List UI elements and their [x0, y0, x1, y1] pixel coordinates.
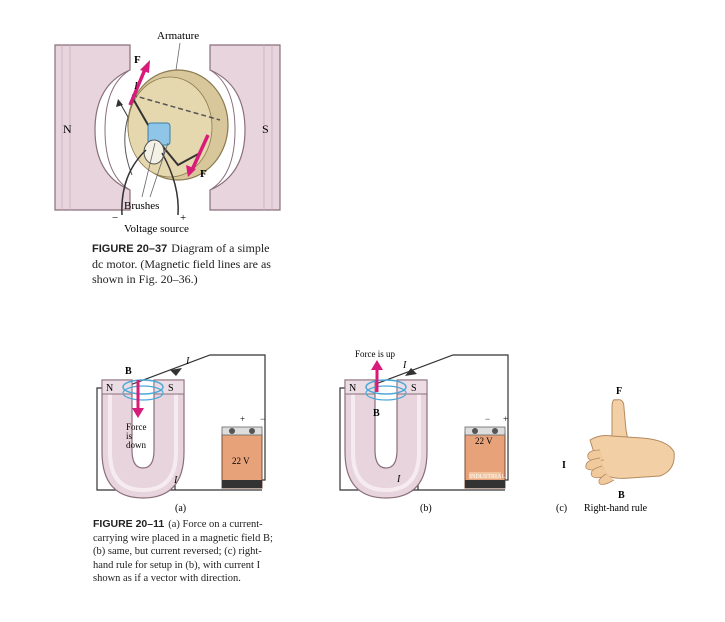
figure-20-37-caption — [92, 241, 282, 287]
minus-terminal: − — [112, 212, 119, 224]
caption-text: Diagram of a simple dc motor. (Magnetic field lines are as shown in Fig. 20–36.) — [92, 241, 271, 286]
north-label-a: N — [106, 383, 114, 394]
current-label-a-top: I — [186, 356, 190, 367]
battery-voltage-a: 22 V — [232, 456, 250, 466]
right-hand-rule-title: Right-hand rule — [584, 503, 648, 514]
current-label-b-bottom: I — [397, 474, 401, 485]
north-pole-label: N — [63, 122, 72, 136]
plus-terminal: + — [180, 212, 187, 224]
b-label-b: B — [373, 408, 380, 419]
north-label-b: N — [349, 383, 357, 394]
south-label-b: S — [411, 383, 417, 394]
force-label-bottom: F — [200, 168, 207, 180]
armature-label: Armature — [157, 30, 200, 42]
battery-brand-b: INDUSTRIAL — [469, 474, 505, 480]
force-label-top: F — [134, 54, 141, 66]
i-vector-label: I — [562, 460, 566, 471]
u-magnet-a — [102, 380, 184, 498]
panel-a-diagram — [82, 340, 282, 515]
current-label-a-bottom: I — [174, 475, 178, 486]
f-vector-label: F — [616, 386, 623, 397]
figure-20-11-caption — [93, 518, 278, 586]
force-up-label: Force is up — [355, 349, 395, 359]
panel-a-label: (a) — [175, 503, 187, 514]
current-label-b-top: I — [403, 360, 407, 371]
minus-terminal-b: − — [485, 414, 491, 424]
u-magnet-b — [345, 380, 427, 498]
south-pole-label: S — [262, 122, 269, 136]
panel-b-diagram — [325, 340, 525, 515]
plus-terminal-b: + — [503, 414, 509, 424]
panel-c-right-hand — [550, 380, 690, 515]
force-text-2: is — [126, 431, 133, 441]
south-label-a: S — [168, 383, 174, 394]
figure-number: FIGURE 20–11 — [93, 518, 165, 530]
battery-voltage-b: 22 V — [475, 436, 493, 446]
brushes-label: Brushes — [124, 200, 160, 212]
panel-b-label: (b) — [420, 503, 432, 514]
force-text-1: Force — [126, 422, 147, 432]
plus-terminal-a: + — [240, 414, 246, 424]
voltage-source-label: Voltage source — [124, 223, 189, 235]
figure-number: FIGURE 20–37 — [92, 243, 168, 255]
panel-c-label: (c) — [556, 503, 568, 514]
dc-motor-diagram — [50, 25, 290, 240]
minus-terminal-a: − — [260, 414, 266, 424]
caption-text: (a) Force on a current-carrying wire placed in a magnetic field B; (b) same, but current reversed; (c) right-hand rule for setup in (b), with current I shown as if a vector with direction. — [93, 519, 273, 584]
b-vector-label: B — [618, 490, 625, 501]
force-text-3: down — [126, 440, 146, 450]
b-label-a: B — [125, 366, 132, 377]
current-label: I — [134, 80, 138, 92]
